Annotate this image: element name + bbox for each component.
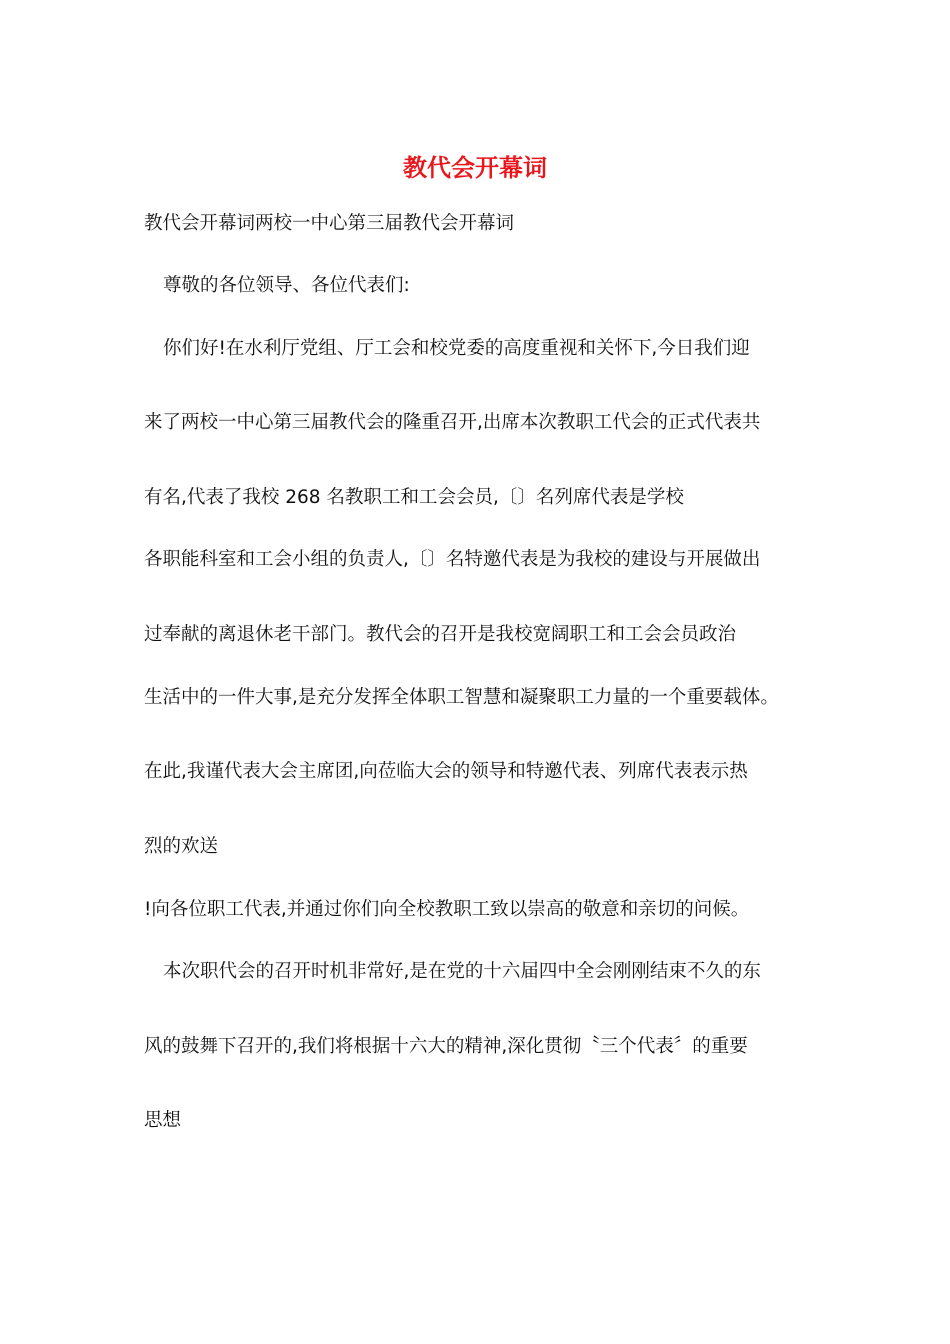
paragraph-line-7: 过奉献的离退休老干部门。教代会的召开是我校宽阔职工和工会会员政治 (144, 624, 737, 645)
paragraph-line-4: 来了两校一中心第三届教代会的隆重召开,出席本次教职工代会的正式代表共 (144, 412, 761, 433)
paragraph-line-12: 本次职代会的召开时机非常好,是在党的十六届四中全会刚刚结束不久的东 (163, 961, 761, 982)
paragraph-line-14: 思想 (144, 1110, 182, 1131)
paragraph-line-1: 教代会开幕词两校一中心第三届教代会开幕词 (144, 213, 515, 234)
paragraph-line-8: 生活中的一件大事,是充分发挥全体职工智慧和凝聚职工力量的一个重要载体。 (144, 687, 779, 708)
paragraph-line-13: 风的鼓舞下召开的,我们将根据十六大的精神,深化贯彻〝三个代表〞的重要 (144, 1036, 748, 1057)
paragraph-line-11: !向各位职工代表,并通过你们向全校教职工致以崇高的敬意和亲切的问候。 (144, 899, 750, 920)
paragraph-line-5: 有名,代表了我校 268 名教职工和工会会员,〔〕名列席代表是学校 (144, 487, 684, 508)
document-title: 教代会开幕词 (403, 154, 547, 182)
paragraph-line-2: 尊敬的各位领导、各位代表们: (163, 275, 410, 296)
paragraph-line-3: 你们好!在水利厅党组、厅工会和校党委的高度重视和关怀下,今日我们迎 (163, 338, 750, 359)
paragraph-line-6: 各职能科室和工会小组的负责人,〔〕名特邀代表是为我校的建设与开展做出 (144, 549, 761, 570)
paragraph-line-9: 在此,我谨代表大会主席团,向莅临大会的领导和特邀代表、列席代表表示热 (144, 761, 748, 782)
paragraph-line-10: 烈的欢送 (144, 836, 219, 857)
